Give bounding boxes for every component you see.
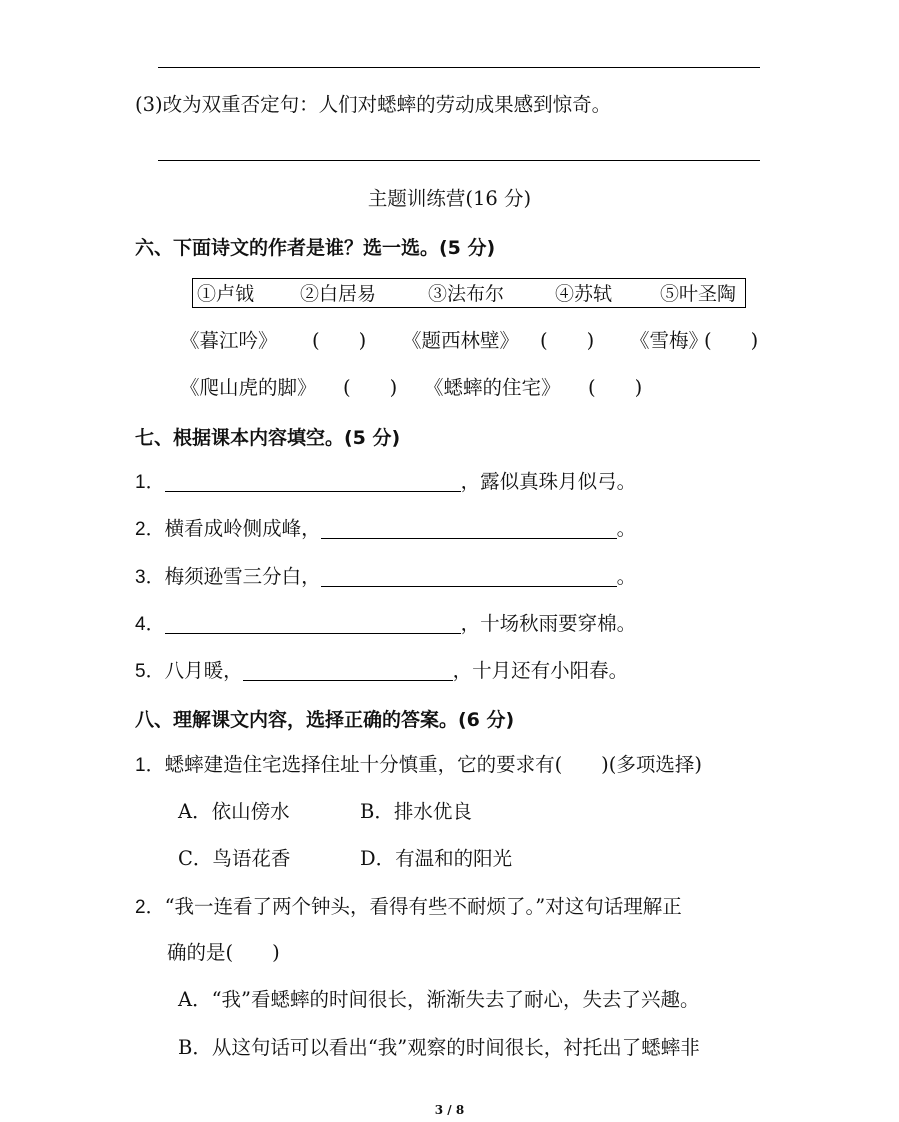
author-option: ②白居易 [300, 283, 377, 305]
fill-item-1 [135, 469, 636, 496]
fill-blank[interactable] [243, 660, 453, 681]
item-text: 横看成岭侧成峰， [164, 517, 321, 540]
answer-paren[interactable]: ( ) [540, 329, 595, 352]
fill-item-2 [135, 516, 636, 543]
answer-paren[interactable]: ( ) [343, 376, 398, 399]
author-option: ⑤叶圣陶 [660, 283, 737, 305]
q8-2-stem [135, 894, 682, 921]
choice-option[interactable]: D．有温和的阳光 [360, 847, 513, 870]
item-text: ，露似真珠月似弓。 [460, 470, 637, 493]
author-option: ①卢钺 [197, 283, 255, 305]
q5-3-prompt: (3)改为双重否定句：人们对蟋蟀的劳动成果感到惊奇。 [135, 93, 612, 116]
item-text: 梅须逊雪三分白， [164, 565, 321, 588]
item-number: 3． [135, 567, 165, 588]
answer-paren[interactable]: ( ) [312, 329, 367, 352]
question-text: “我一连看了两个钟头，看得有些不耐烦了。”对这句话理解正 [164, 895, 682, 918]
page-number: 3 / 8 [434, 1103, 465, 1117]
item-number: 5． [135, 661, 165, 682]
choice-option[interactable]: B．从这句话可以看出“我”观察的时间很长，衬托出了蟋蟀非 [178, 1036, 700, 1059]
fill-item-3 [135, 564, 636, 591]
choice-option[interactable]: C．鸟语花香 [178, 847, 291, 870]
choice-option[interactable]: B．排水优良 [360, 800, 472, 823]
item-text: 八月暖， [164, 659, 243, 682]
choice-option[interactable]: A．依山傍水 [178, 800, 290, 823]
fill-blank[interactable] [321, 518, 617, 539]
fill-blank[interactable] [165, 471, 461, 492]
work-title: 《蟋蟀的住宅》 [424, 376, 561, 399]
section-title: 主题训练营(16 分) [367, 187, 532, 210]
answer-line-q5-3[interactable] [158, 160, 760, 161]
item-number: 1． [135, 755, 165, 776]
work-title: 《暮江吟》 [180, 329, 278, 352]
item-number: 1． [135, 472, 165, 493]
author-options-box [192, 278, 746, 308]
q8-1-stem [135, 752, 702, 779]
fill-item-5 [135, 658, 628, 685]
q8-heading: 八、理解课文内容，选择正确的答案。(6 分) [135, 709, 515, 731]
q8-2-stem-line2: 确的是( ) [167, 941, 280, 964]
question-text: 蟋蟀建造住宅选择住址十分慎重，它的要求有( )(多项选择) [164, 753, 703, 776]
fill-blank[interactable] [321, 566, 617, 587]
author-option: ③法布尔 [428, 283, 505, 305]
fill-item-4 [135, 611, 636, 638]
choice-option[interactable]: A．“我”看蟋蟀的时间很长，渐渐失去了耐心，失去了兴趣。 [178, 988, 700, 1011]
work-title: 《爬山虎的脚》 [180, 376, 317, 399]
item-text: ，十场秋雨要穿棉。 [460, 612, 637, 635]
item-text: ，十月还有小阳春。 [452, 659, 629, 682]
q6-heading: 六、下面诗文的作者是谁？选一选。(5 分) [135, 237, 496, 259]
answer-line-top[interactable] [158, 67, 760, 68]
answer-paren[interactable]: ( ) [704, 329, 759, 352]
q7-heading: 七、根据课本内容填空。(5 分) [135, 427, 401, 449]
answer-paren[interactable]: ( ) [588, 376, 643, 399]
author-option: ④苏轼 [555, 283, 613, 305]
fill-blank[interactable] [165, 613, 461, 634]
work-title: 《雪梅》 [630, 329, 709, 352]
item-number: 4． [135, 614, 165, 635]
item-text: 。 [616, 565, 637, 588]
item-number: 2． [135, 897, 165, 918]
item-text: 。 [616, 517, 637, 540]
work-title: 《题西林壁》 [402, 329, 520, 352]
item-number: 2． [135, 519, 165, 540]
